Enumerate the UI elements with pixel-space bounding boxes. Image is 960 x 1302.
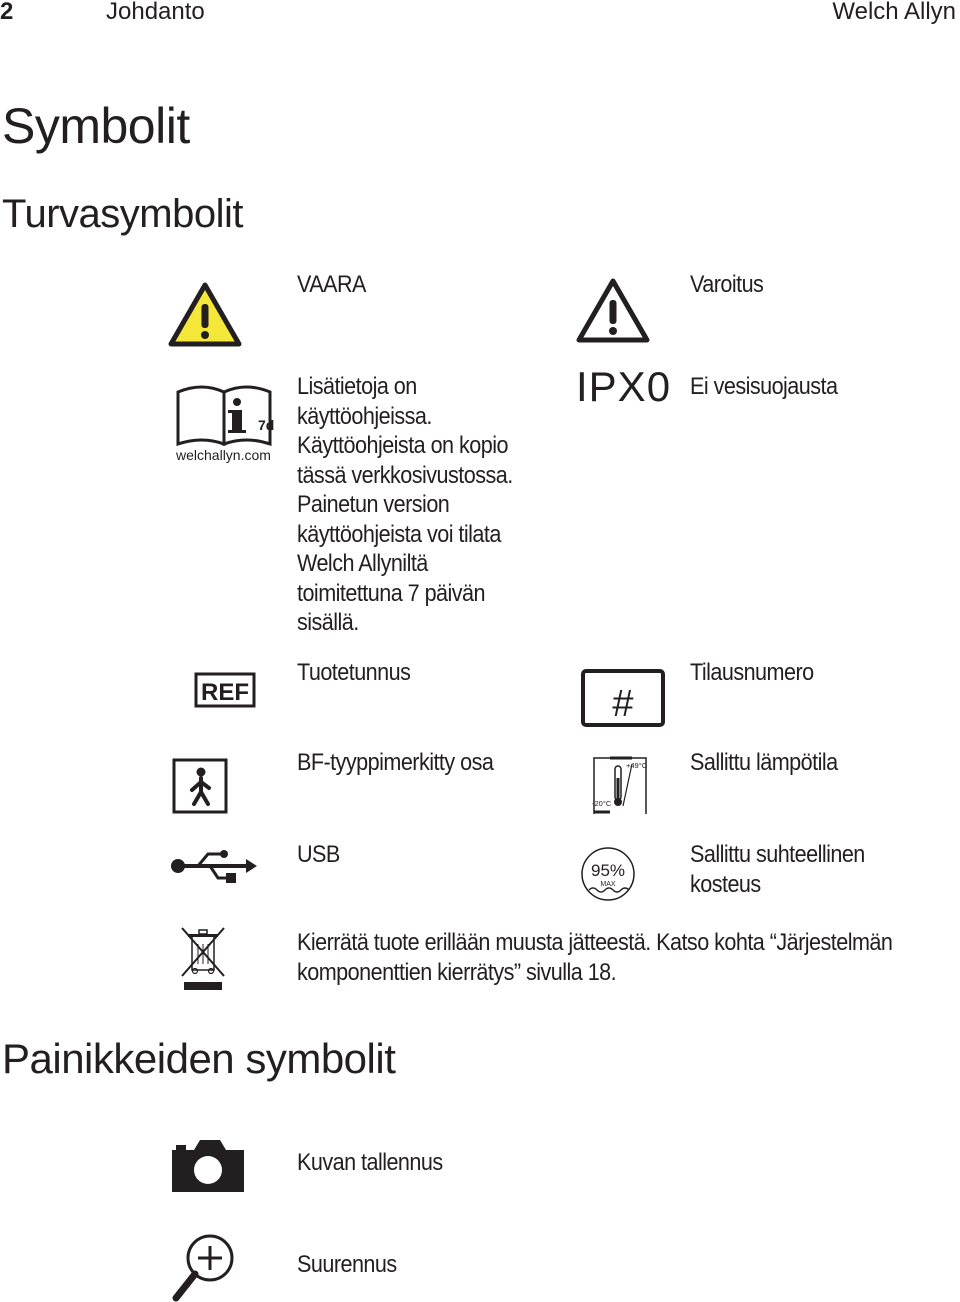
humidity-icon [580, 846, 636, 902]
manual-icon [172, 384, 282, 464]
humidity-max-label: MAX [600, 881, 616, 888]
symbol-text-danger: VAARA [297, 271, 366, 298]
warning-yellow-icon [167, 280, 243, 350]
hash-icon [580, 668, 666, 728]
symbol-text-manual: Lisätietoja on käyttöohjeissa. Käyttöohjeista on kopio tässä verkkosivustossa. Painetun version käyttöohjeista voi tilata Welch Allyniltä toimitettuna 7 päivän sisällä. [297, 373, 513, 636]
button-text-zoom: Suurennus [297, 1251, 397, 1278]
thermometer-icon [590, 754, 650, 816]
page-number: 2 [0, 0, 14, 25]
usb-icon [170, 848, 258, 884]
hash-icon-label: # [612, 683, 634, 725]
symbol-text-bf: BF-tyyppimerkitty osa [297, 749, 494, 776]
camera-icon [170, 1136, 246, 1194]
manual-icon-url: welchallyn.com [176, 447, 271, 463]
symbol-text-recycling: Kierrätä tuote erillään muusta jätteestä. Katso kohta “Järjestelmän komponenttien kierrätys” sivulla 18. [297, 929, 893, 986]
symbol-text-caution: Varoitus [690, 271, 764, 298]
ref-icon [194, 672, 256, 708]
symbol-text-usb: USB [297, 841, 340, 868]
manual-icon-label: 7d [258, 417, 275, 433]
symbol-text-humidity: Sallittu suhteellinen kosteus [690, 841, 865, 898]
page-title: Symbolit [2, 98, 190, 154]
brand-name: Welch Allyn [832, 0, 956, 25]
symbol-text-temperature: Sallittu lämpötila [690, 749, 838, 776]
symbol-text-hash: Tilausnumero [690, 659, 814, 686]
ipx0-icon: IPX0 [576, 363, 672, 410]
bf-type-icon [172, 758, 228, 814]
zoom-in-icon [172, 1232, 238, 1302]
humidity-value: 95% [590, 861, 626, 880]
button-text-capture: Kuvan tallennus [297, 1149, 443, 1176]
section-heading-safety: Turvasymbolit [2, 192, 243, 236]
warning-outline-icon [575, 276, 651, 346]
ref-icon-label: REF [201, 679, 249, 706]
section-heading-buttons: Painikkeiden symbolit [2, 1035, 396, 1082]
symbol-text-ref: Tuotetunnus [297, 659, 411, 686]
thermo-max-label: +49°C [626, 761, 648, 770]
symbol-text-ipx0: Ei vesisuojausta [690, 373, 838, 400]
thermo-min-label: -20°C [592, 799, 612, 808]
chapter-title: Johdanto [106, 0, 205, 25]
weee-bin-icon [180, 926, 226, 992]
